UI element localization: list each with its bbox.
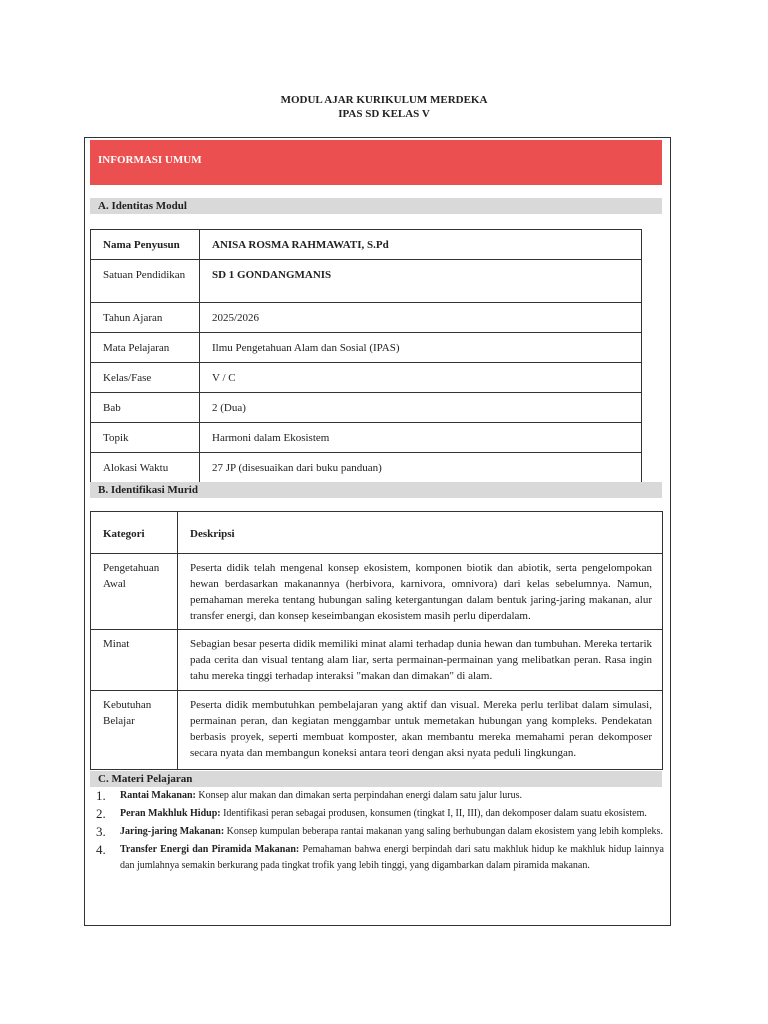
list-item — [96, 842, 664, 874]
document-title-line-2: IPAS SD KELAS V — [338, 108, 430, 120]
list-item-text — [120, 788, 664, 804]
materi-pelajaran-list — [96, 788, 664, 876]
section-b-title: B. Identifikasi Murid — [90, 482, 662, 498]
list-item-description: Pemahaman bahwa energi berpindah dari satu makhluk hidup ke makhluk hidup lainnya dan jumlahnya semakin berkurang pada tingkat trofik yang lebih tinggi, yang digambarkan dalam piramida makanan. — [120, 844, 664, 871]
row-key: Mata Pelajaran — [91, 333, 200, 363]
list-item-text — [120, 806, 664, 822]
list-item — [96, 806, 664, 822]
row-value: ANISA ROSMA RAHMAWATI, S.Pd — [200, 230, 642, 260]
row-value: Peserta didik telah mengenal konsep ekosistem, komponen biotik dan abiotik, serta pengelompokan hewan berdasarkan makanannya (herbivora, karnivora, omnivora) dari kelas sebelumnya. Namun, pemahaman mereka tentang hubungan saling ketergantungan dalam bentuk jaring-jaring makanan, alur transfer energi, dan konsep keseimbangan ekosistem masih perlu diperdalam. — [178, 554, 663, 630]
row-key: Topik — [91, 423, 200, 453]
table-row — [91, 260, 642, 303]
row-key: Alokasi Waktu — [91, 453, 200, 483]
section-a-title: A. Identitas Modul — [90, 198, 662, 214]
table-row — [91, 333, 642, 363]
table-row — [91, 691, 663, 770]
list-item-description: Konsep alur makan dan dimakan serta perpindahan energi dalam satu jalur lurus. — [198, 790, 522, 801]
table-row — [91, 423, 642, 453]
row-value: Peserta didik membutuhkan pembelajaran yang aktif dan visual. Mereka perlu terlibat dalam simulasi, permainan peran, dan kegiatan menggambar untuk memetakan hubungan yang kompleks. Pendekatan berbasis proyek, seperti membuat komposter, akan membantu mereka memahami peran dekomposer secara nyata dan membangun koneksi antara teori dengan aksi nyata peduli lingkungan. — [178, 691, 663, 770]
column-header-deskripsi: Deskripsi — [178, 512, 663, 554]
row-value: Sebagian besar peserta didik memiliki minat alami terhadap dunia hewan dan tumbuhan. Mereka tertarik pada cerita dan visual tentang alam liar, serta permainan-permainan yang melibatkan peran. Rasa ingin tahu mereka tinggi terhadap interaksi "makan dan dimakan" di alam. — [178, 630, 663, 691]
identitas-modul-table — [90, 229, 642, 483]
list-item — [96, 788, 664, 804]
row-value: 27 JP (disesuaikan dari buku panduan) — [200, 453, 642, 483]
list-item-term: Rantai Makanan: — [120, 790, 196, 801]
row-key: Kebutuhan Belajar — [91, 691, 178, 770]
table-row — [91, 453, 642, 483]
document-title — [0, 93, 768, 121]
table-row — [91, 393, 642, 423]
row-key: Tahun Ajaran — [91, 303, 200, 333]
row-key: Satuan Pendidikan — [91, 260, 200, 303]
column-header-kategori: Kategori — [91, 512, 178, 554]
identifikasi-murid-table — [90, 511, 663, 770]
row-key: Minat — [91, 630, 178, 691]
list-item-description: Identifikasi peran sebagai produsen, konsumen (tingkat I, II, III), dan dekomposer dalam suatu ekosistem. — [223, 808, 647, 819]
table-row — [91, 363, 642, 393]
table-row — [91, 230, 642, 260]
list-item — [96, 824, 664, 840]
list-item-text — [120, 842, 664, 874]
table-row — [91, 554, 663, 630]
table-row — [91, 630, 663, 691]
row-value: Harmoni dalam Ekosistem — [200, 423, 642, 453]
row-value: 2 (Dua) — [200, 393, 642, 423]
list-item-number: 1. — [96, 788, 106, 803]
list-item-number: 4. — [96, 842, 106, 857]
row-key: Pengetahuan Awal — [91, 554, 178, 630]
row-key: Bab — [91, 393, 200, 423]
table-row — [91, 303, 642, 333]
document-title-line-1: MODUL AJAR KURIKULUM MERDEKA — [280, 94, 488, 106]
list-item-number: 2. — [96, 806, 106, 821]
section-c-title: C. Materi Pelajaran — [90, 771, 662, 787]
table-header-row — [91, 512, 663, 554]
row-key: Kelas/Fase — [91, 363, 200, 393]
informasi-umum-banner: INFORMASI UMUM — [90, 140, 662, 185]
row-value: V / C — [200, 363, 642, 393]
list-item-description: Konsep kumpulan beberapa rantai makanan yang saling berhubungan dalam ekosistem yang lebih kompleks. — [226, 826, 663, 837]
list-item-term: Jaring-jaring Makanan: — [120, 826, 225, 837]
list-item-number: 3. — [96, 824, 106, 839]
row-value: SD 1 GONDANGMANIS — [200, 260, 642, 303]
list-item-term: Peran Makhluk Hidup: — [120, 808, 221, 819]
list-item-term: Transfer Energi dan Piramida Makanan: — [120, 844, 300, 855]
row-value: 2025/2026 — [200, 303, 642, 333]
row-value: Ilmu Pengetahuan Alam dan Sosial (IPAS) — [200, 333, 642, 363]
row-key: Nama Penyusun — [91, 230, 200, 260]
list-item-text — [120, 824, 664, 840]
